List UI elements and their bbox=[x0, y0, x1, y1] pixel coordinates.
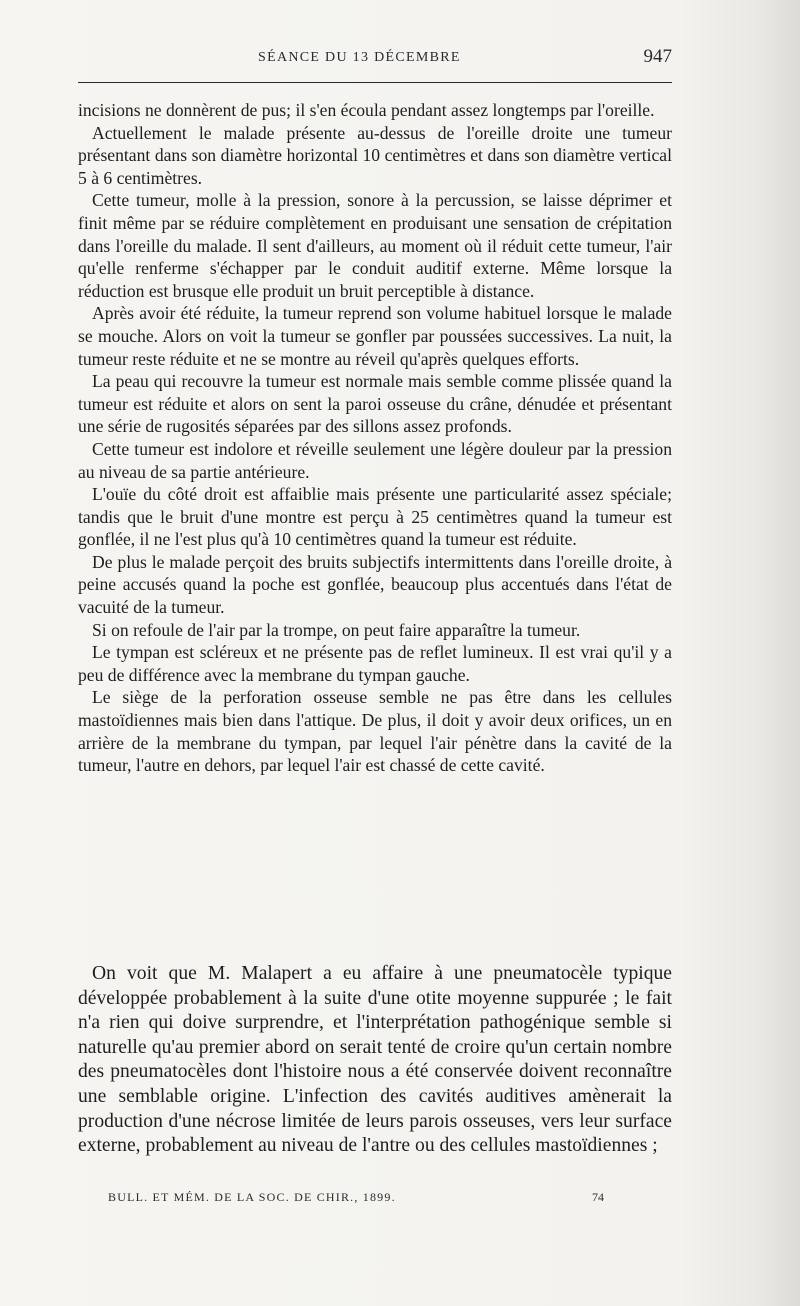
notes-paragraph: Cette tumeur est indolore et réveille seulement une légère douleur par la pression au niveau de sa partie antérieure. bbox=[78, 438, 672, 482]
journal-reference: BULL. ET MÉM. DE LA SOC. DE CHIR., 1899. bbox=[108, 1190, 396, 1204]
main-text bbox=[78, 962, 672, 1159]
signature-mark: 74 bbox=[592, 1190, 604, 1204]
notes-paragraph: incisions ne donnèrent de pus; il s'en écoula pendant assez longtemps par l'oreille. bbox=[78, 100, 655, 120]
case-notes bbox=[78, 99, 672, 777]
notes-paragraph: Actuellement le malade présente au-dessus de l'oreille droite une tumeur présentant dans son diamètre horizontal 10 centimètres et dans son diamètre vertical 5 à 6 centimètres. bbox=[78, 122, 672, 188]
main-paragraph: On voit que M. Malapert a eu affaire à une pneumatocèle typique développée probablement à la suite d'une otite moyenne suppurée ; le fait n'a rien qui doive surprendre, et l'interprétation pathogénique semble si naturelle qu'au premier abord on serait tenté de croire qu'un certain nombre des pneumatocèles dont l'histoire nous a été conservée doivent reconnaître une semblable origine. L'infection des cavités auditives amènerait la production d'une nécrose limitée de leurs parois osseuses, vers leur surface externe, probablement au niveau de l'antre ou des cellules mastoïdiennes ; bbox=[78, 963, 672, 1157]
notes-paragraph: De plus le malade perçoit des bruits subjectifs intermittents dans l'oreille droite, à peine accusés quand la poche est gonflée, beaucoup plus accentués dans l'état de vacuité de la tumeur. bbox=[78, 551, 672, 618]
notes-paragraph: L'ouïe du côté droit est affaiblie mais présente une particularité assez spéciale; tandis que le bruit d'une montre est perçu à 25 centimètres quand la tumeur est gonflée, il ne l'est plus qu'à 10 centimètres quand la tumeur est réduite. bbox=[78, 484, 672, 550]
notes-paragraph: Cette tumeur, molle à la pression, sonore à la percussion, se laisse déprimer et finit même par se réduire complètement en produisant une sensation de crépitation dans l'oreille du malade. Il sent d'ailleurs, au moment où il réduit cette tumeur, l'air qu'elle renferme s'échapper par le conduit auditif externe. Même lorsque la réduction est brusque elle produit un bruit perceptible à distance. bbox=[78, 190, 672, 301]
page-header bbox=[78, 44, 672, 74]
notes-paragraph: Le tympan est scléreux et ne présente pas de reflet lumineux. Il est vrai qu'il y a peu de différence avec la membrane du tympan gauche. bbox=[78, 642, 672, 685]
running-title: SÉANCE DU 13 DÉCEMBRE bbox=[258, 50, 461, 65]
page-footer bbox=[78, 1190, 672, 1210]
notes-paragraph: Le siège de la perforation osseuse semble ne pas être dans les cellules mastoïdiennes mais bien dans l'attique. De plus, il doit y avoir deux orifices, un en arrière de la membrane du tympan, par lequel l'air pénètre dans la cavité de la tumeur, l'autre en dehors, par lequel l'air est chassé de cette cavité. bbox=[78, 687, 672, 776]
notes-paragraph: Si on refoule de l'air par la trompe, on peut faire apparaître la tumeur. bbox=[92, 619, 581, 640]
notes-paragraph: La peau qui recouvre la tumeur est normale mais semble comme plissée quand la tumeur est réduite et alors on sent la paroi osseuse du crâne, dénudée et présentant une série de rugosités séparées par des sillons assez profonds. bbox=[78, 371, 672, 437]
header-rule bbox=[78, 82, 672, 83]
notes-paragraph: Après avoir été réduite, la tumeur reprend son volume habituel lorsque le malade se mouche. Alors on voit la tumeur se gonfler par poussées successives. La nuit, la tumeur reste réduite et ne se montre au réveil qu'après quelques efforts. bbox=[78, 303, 672, 369]
page-number: 947 bbox=[643, 46, 672, 67]
